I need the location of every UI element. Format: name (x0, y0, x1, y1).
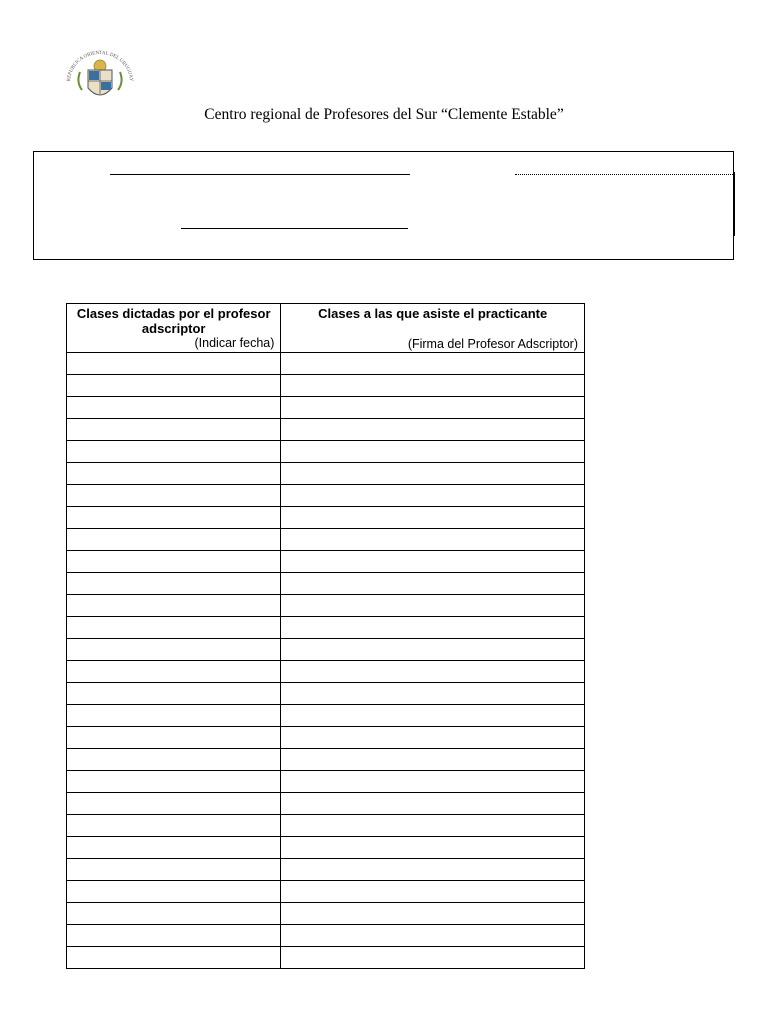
col2-header (281, 304, 585, 353)
table-row (67, 925, 585, 947)
signature-cell[interactable] (281, 397, 585, 419)
table-row (67, 947, 585, 969)
signature-cell[interactable] (281, 375, 585, 397)
signature-cell[interactable] (281, 881, 585, 903)
table-row (67, 507, 585, 529)
col2-title: Clases a las que asiste el practicante (318, 306, 548, 321)
class-date-cell[interactable] (67, 661, 281, 683)
col1-title: Clases dictadas por el profesor adscriptor (76, 306, 271, 336)
page-title: Centro regional de Profesores del Sur “Clemente Estable” (204, 106, 564, 123)
signature-cell[interactable] (281, 529, 585, 551)
class-date-cell[interactable] (67, 903, 281, 925)
class-date-cell[interactable] (67, 441, 281, 463)
class-date-cell[interactable] (67, 705, 281, 727)
signature-cell[interactable] (281, 925, 585, 947)
table-row (67, 551, 585, 573)
class-date-cell[interactable] (67, 551, 281, 573)
table-row (67, 705, 585, 727)
table-row (67, 881, 585, 903)
class-date-cell[interactable] (67, 881, 281, 903)
table-row (67, 903, 585, 925)
table-row (67, 661, 585, 683)
table-row (67, 639, 585, 661)
class-date-cell[interactable] (67, 397, 281, 419)
class-date-cell[interactable] (67, 793, 281, 815)
class-date-cell[interactable] (67, 529, 281, 551)
signature-cell[interactable] (281, 683, 585, 705)
table-row (67, 815, 585, 837)
col1-note: (Indicar fecha) (194, 336, 275, 350)
signature-cell[interactable] (281, 353, 585, 375)
class-date-cell[interactable] (67, 837, 281, 859)
table-row (67, 859, 585, 881)
table-row (67, 595, 585, 617)
table-row (67, 771, 585, 793)
class-date-cell[interactable] (67, 595, 281, 617)
signature-cell[interactable] (281, 771, 585, 793)
class-date-cell[interactable] (67, 771, 281, 793)
seal-text: REPUBLICA ORIENTAL DEL URUGUAY (66, 50, 134, 82)
header-form-box (33, 151, 734, 260)
signature-cell[interactable] (281, 595, 585, 617)
signature-cell[interactable] (281, 903, 585, 925)
table-row (67, 463, 585, 485)
class-date-cell[interactable] (67, 859, 281, 881)
signature-cell[interactable] (281, 485, 585, 507)
table-row (67, 727, 585, 749)
class-date-cell[interactable] (67, 617, 281, 639)
table-row (67, 441, 585, 463)
table-row (67, 683, 585, 705)
table-row (67, 749, 585, 771)
signature-cell[interactable] (281, 837, 585, 859)
class-date-cell[interactable] (67, 419, 281, 441)
signature-cell[interactable] (281, 859, 585, 881)
signature-cell[interactable] (281, 617, 585, 639)
table-row (67, 837, 585, 859)
form-box-edge (734, 172, 735, 236)
class-date-cell[interactable] (67, 815, 281, 837)
table-row (67, 419, 585, 441)
class-date-cell[interactable] (67, 683, 281, 705)
table-row (67, 375, 585, 397)
attendance-table (66, 303, 585, 969)
signature-cell[interactable] (281, 793, 585, 815)
col2-note: (Firma del Profesor Adscriptor) (407, 337, 578, 351)
signature-cell[interactable] (281, 551, 585, 573)
signature-cell[interactable] (281, 661, 585, 683)
col1-header (67, 304, 281, 353)
class-date-cell[interactable] (67, 375, 281, 397)
signature-cell[interactable] (281, 639, 585, 661)
class-date-cell[interactable] (67, 749, 281, 771)
signature-cell[interactable] (281, 727, 585, 749)
signature-cell[interactable] (281, 815, 585, 837)
signature-cell[interactable] (281, 947, 585, 969)
table-row (67, 793, 585, 815)
table-header-row (67, 304, 585, 353)
class-date-cell[interactable] (67, 485, 281, 507)
signature-cell[interactable] (281, 705, 585, 727)
signature-cell[interactable] (281, 463, 585, 485)
signature-cell[interactable] (281, 507, 585, 529)
table-row (67, 617, 585, 639)
class-date-cell[interactable] (67, 353, 281, 375)
signature-cell[interactable] (281, 749, 585, 771)
class-date-cell[interactable] (67, 947, 281, 969)
table-row (67, 485, 585, 507)
name-field-line[interactable] (110, 174, 410, 175)
signature-cell[interactable] (281, 419, 585, 441)
class-date-cell[interactable] (67, 925, 281, 947)
date-field-line[interactable] (515, 174, 735, 175)
signature-cell[interactable] (281, 441, 585, 463)
class-date-cell[interactable] (67, 463, 281, 485)
coat-of-arms-icon (62, 48, 138, 108)
table-row (67, 397, 585, 419)
table-row (67, 573, 585, 595)
second-field-line[interactable] (181, 228, 408, 229)
table-row (67, 529, 585, 551)
class-date-cell[interactable] (67, 727, 281, 749)
class-date-cell[interactable] (67, 639, 281, 661)
signature-cell[interactable] (281, 573, 585, 595)
class-date-cell[interactable] (67, 573, 281, 595)
table-row (67, 353, 585, 375)
class-date-cell[interactable] (67, 507, 281, 529)
